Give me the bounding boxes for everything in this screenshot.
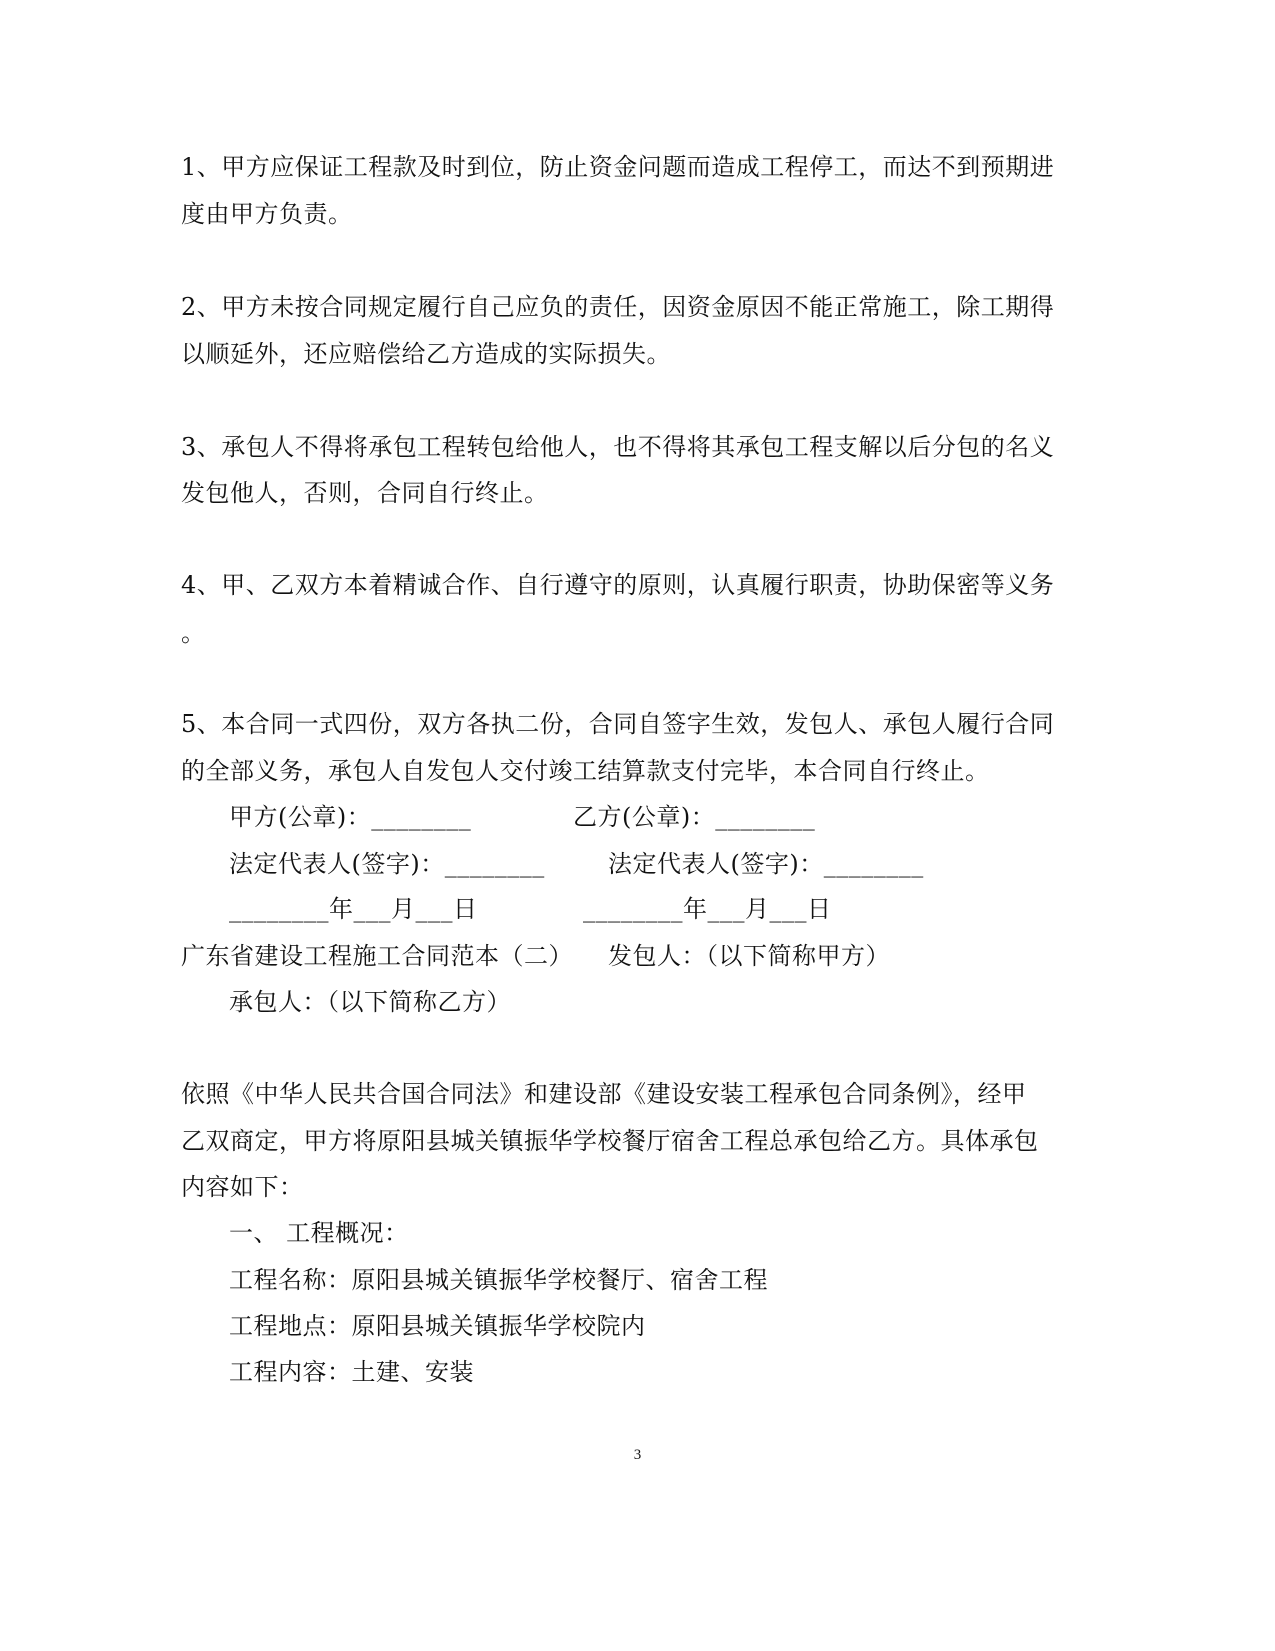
clause-5-line-1: 5、本合同一式四份，双方各执二份，合同自签字生效，发包人、承包人履行合同 [181,710,1055,738]
contract-title-row [181,941,890,971]
party-b-seal: 乙方(公章)：________ [573,803,816,831]
clause-1-line-2: 度由甲方负责。 [181,200,353,228]
preamble-line-3: 内容如下： [181,1173,304,1201]
clause-4-line-1: 4、甲、乙双方本着精诚合作、自行遵守的原则，认真履行职责，协助保密等义务 [181,571,1055,599]
clause-4-line-2: 。 [181,619,206,647]
party-a-date: ________年___月___日 [229,895,478,923]
clause-5-line-2: 的全部义务，承包人自发包人交付竣工结算款支付完毕，本合同自行终止。 [181,757,990,785]
signature-date-row [229,894,832,924]
party-b-date: ________年___月___日 [583,895,832,923]
contractor-label: 承包人：（以下简称乙方） [229,988,511,1016]
clause-2-line-1: 2、甲方未按合同规定履行自己应负的责任，因资金原因不能正常施工，除工期得 [181,293,1055,321]
clause-2-line-2: 以顺延外，还应赔偿给乙方造成的实际损失。 [181,340,671,368]
clause-1-line-1: 1、甲方应保证工程款及时到位，防止资金问题而造成工程停工，而达不到预期进 [181,153,1055,181]
overview-heading: 一、 工程概况： [229,1219,409,1247]
party-a-seal: 甲方(公章)：________ [229,803,472,831]
party-a-representative: 法定代表人(签字)：________ [229,850,545,878]
page-number: 3 [633,1447,642,1463]
preamble-line-1: 依照《中华人民共合国合同法》和建设部《建设安装工程承包合同条例》，经甲 [181,1080,1027,1108]
project-location: 工程地点：原阳县城关镇振华学校院内 [229,1312,646,1340]
signature-seal-row [229,802,816,832]
clause-3-line-2: 发包他人，否则，合同自行终止。 [181,479,549,507]
party-b-representative: 法定代表人(签字)：________ [608,850,924,878]
contract-title: 广东省建设工程施工合同范本（二） [181,942,573,970]
employer-label: 发包人：（以下简称甲方） [608,942,890,970]
signature-rep-row [229,849,924,879]
preamble-line-2: 乙双商定，甲方将原阳县城关镇振华学校餐厅宿舍工程总承包给乙方。具体承包 [181,1127,1039,1155]
project-name: 工程名称：原阳县城关镇振华学校餐厅、宿舍工程 [229,1266,768,1294]
clause-3-line-1: 3、承包人不得将承包工程转包给他人，也不得将其承包工程支解以后分包的名义 [181,433,1055,461]
project-content: 工程内容：土建、安装 [229,1358,474,1386]
